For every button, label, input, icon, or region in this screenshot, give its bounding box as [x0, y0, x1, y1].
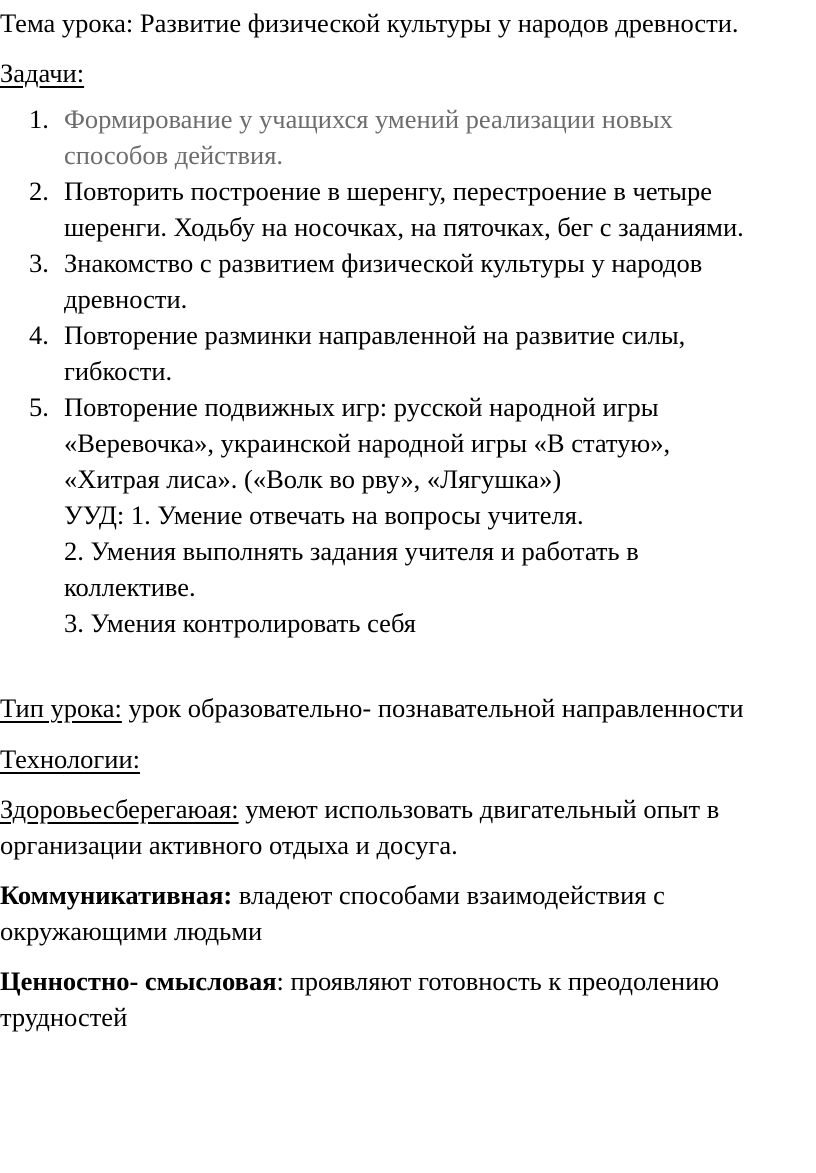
- health-technology-text: организации активного отдыха и досуга.: [0, 830, 458, 860]
- lesson-type-text: урок образовательно- познавательной направленности: [128, 693, 744, 723]
- tasks-heading: Задачи:: [0, 58, 85, 88]
- list-item-line: «Веревочка», украинской народной игры «В статую»,: [64, 428, 671, 458]
- lesson-topic-label: Тема урока:: [0, 8, 134, 38]
- communicative-technology-text: окружающими людьми: [0, 916, 263, 946]
- lesson-type: [0, 690, 744, 726]
- list-item-line: «Хитрая лиса». («Волк во рву», «Лягушка»): [64, 464, 562, 494]
- list-item-number: 4.: [29, 320, 49, 350]
- communicative-technology: [0, 877, 812, 949]
- uud-line: коллективе.: [64, 572, 196, 602]
- list-item-line: Знакомство с развитием физической культуры у народов: [64, 248, 703, 278]
- list-item: [0, 101, 816, 173]
- list-item: [0, 389, 816, 641]
- health-technology-text: умеют использовать двигательный опыт в: [245, 794, 720, 824]
- lesson-type-label: Тип урока:: [0, 693, 122, 723]
- health-technology-label: Здоровьесберегаюая:: [0, 794, 239, 824]
- value-technology-label: Ценностно- смысловая: [0, 966, 277, 996]
- list-item-number: 5.: [29, 392, 49, 422]
- uud-line: УУД: 1. Умение отвечать на вопросы учителя.: [64, 500, 584, 530]
- list-item: [0, 173, 816, 245]
- list-item-line: способов действия.: [64, 140, 284, 170]
- uud-line: 2. Умения выполнять задания учителя и работать в: [64, 536, 639, 566]
- list-item-line: Повторение подвижных игр: русской народной игры: [64, 392, 659, 422]
- list-item: [0, 317, 816, 389]
- lesson-topic-text: Развитие физической культуры у народов древности.: [139, 8, 739, 38]
- list-item-number: 1.: [29, 104, 49, 134]
- lesson-topic: [0, 5, 739, 41]
- list-item: [0, 245, 816, 317]
- health-technology: [0, 791, 812, 863]
- technologies-heading: Технологии:: [0, 744, 140, 774]
- value-technology-text: : проявляют готовность к преодолению: [276, 966, 720, 996]
- list-item-number: 2.: [29, 176, 49, 206]
- list-item-line: гибкости.: [64, 356, 173, 386]
- list-item-line: шеренги. Ходьбу на носочках, на пяточках, бег с заданиями.: [64, 212, 744, 242]
- value-technology-text: трудностей: [0, 1002, 128, 1032]
- communicative-technology-text: владеют способами взаимодействия с: [238, 880, 665, 910]
- list-item-line: Повторение разминки направленной на развитие силы,: [64, 320, 686, 350]
- value-technology: [0, 963, 812, 1035]
- communicative-technology-label: Коммуникативная:: [0, 880, 233, 910]
- tasks-list: [0, 101, 816, 641]
- list-item-number: 3.: [29, 248, 49, 278]
- uud-line: 3. Умения контролировать себя: [64, 608, 416, 638]
- list-item-line: Формирование у учащихся умений реализации новых: [64, 104, 673, 134]
- list-item-line: древности.: [64, 284, 188, 314]
- list-item-line: Повторить построение в шеренгу, перестроение в четыре: [64, 176, 712, 206]
